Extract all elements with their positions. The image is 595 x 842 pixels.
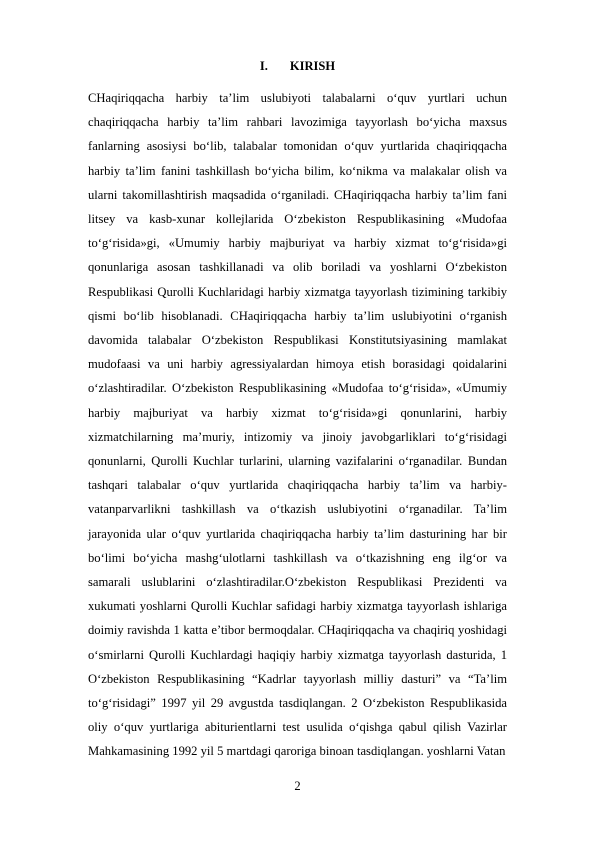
section-title: KIRISH (289, 59, 336, 73)
page-number: 2 (294, 779, 301, 793)
section-number: I. (259, 59, 268, 73)
body-paragraph: CHaqiriqqacha harbiy ta’lim uslubiyoti talabalarni o‘quv yurtlari uchun chaqiriqqacha harbiy ta’lim rahbari lavozimiga tayyorlash bo‘yicha maxsus fanlarning asosiysi bo‘lib, talabalar tomonidan o‘quv yurtlarida chaqiriqqacha harbiy ta’lim fanini tashkillash bo‘yicha bilim, ko‘nikma va malakalar olish va ularni takomillashtirish maqsadida o‘rganiladi. CHaqiriqqacha harbiy ta’lim fani litsey va kasb-xunar kollejlarida O‘zbekiston Respublikasining «Mudofaa to‘g‘risida»gi, «Umumiy harbiy majburiyat va harbiy xizmat to‘g‘risida»gi qonunlariga asosan tashkillanadi va olib boriladi va yoshlarni O‘zbekiston Respublikasi Qurolli Kuchlaridagi harbiy xizmatga tayyorlash tizimining tarkibiy qismi bo‘lib hisoblanadi. CHaqiriqqacha harbiy ta’lim uslubiyotini o‘rganish davomida talabalar O‘zbekiston Respublikasi Konstitutsiyasining mamlakat mudofaasi va uni harbiy agressiyalardan himoya etish borasidagi qoidalarini o‘zlashtiradilar. O‘zbekiston Respublikasining «Mudofaa to‘g‘risida», «Umumiy harbiy majburiyat va harbiy xizmat to‘g‘risida»gi qonunlarini, harbiy xizmatchilarning ma’muriy, intizomiy va jinoiy javobgarliklari to‘g‘risidagi qonunlarni, Qurolli Kuchlar turlarini, ularning vazifalarini o‘rganadilar. Bundan tashqari talabalar o‘quv yurtlarida chaqiriqqacha harbiy ta’lim va harbiy-vatanparvarlikni tashkillash va o‘tkazish uslubiyotini o‘rganadilar. Ta’lim jarayonida ular o‘quv yurtlarida chaqiriqqacha harbiy ta’lim dasturining har bir bo‘limi bo‘yicha mashg‘ulotlarni tashkillash va o‘tkazishning eng ilg‘or va samarali uslublarini o‘zlashtiradilar.O‘zbekiston Respublikasi Prezidenti va xukumati yoshlarni Qurolli Kuchlar safidagi harbiy xizmatga tayyorlash ishlariga doimiy ravishda 1 katta e’tibor bermoqdalar. CHaqiriqqacha va chaqiriq yoshidagi o‘smirlarni Qurolli Kuchlardagi haqiqiy harbiy xizmatga tayyorlash dasturida, 1 O‘zbekiston Respublikasining “Kadrlar tayyorlash milliy dasturi” va “Ta’lim to‘g‘risidagi” 1997 yil 29 avgustda tasdiqlangan. 2 O‘zbekiston Respublikasida oliy o‘quv yurtlariga abiturientlarni test usulida o‘qishga qabul qilish Vazirlar Mahkamasining 1992 yil 5 martdagi qaroriga binoan tasdiqlangan. yoshlarni Vatan (88, 91, 507, 759)
section-heading (0, 56, 595, 76)
